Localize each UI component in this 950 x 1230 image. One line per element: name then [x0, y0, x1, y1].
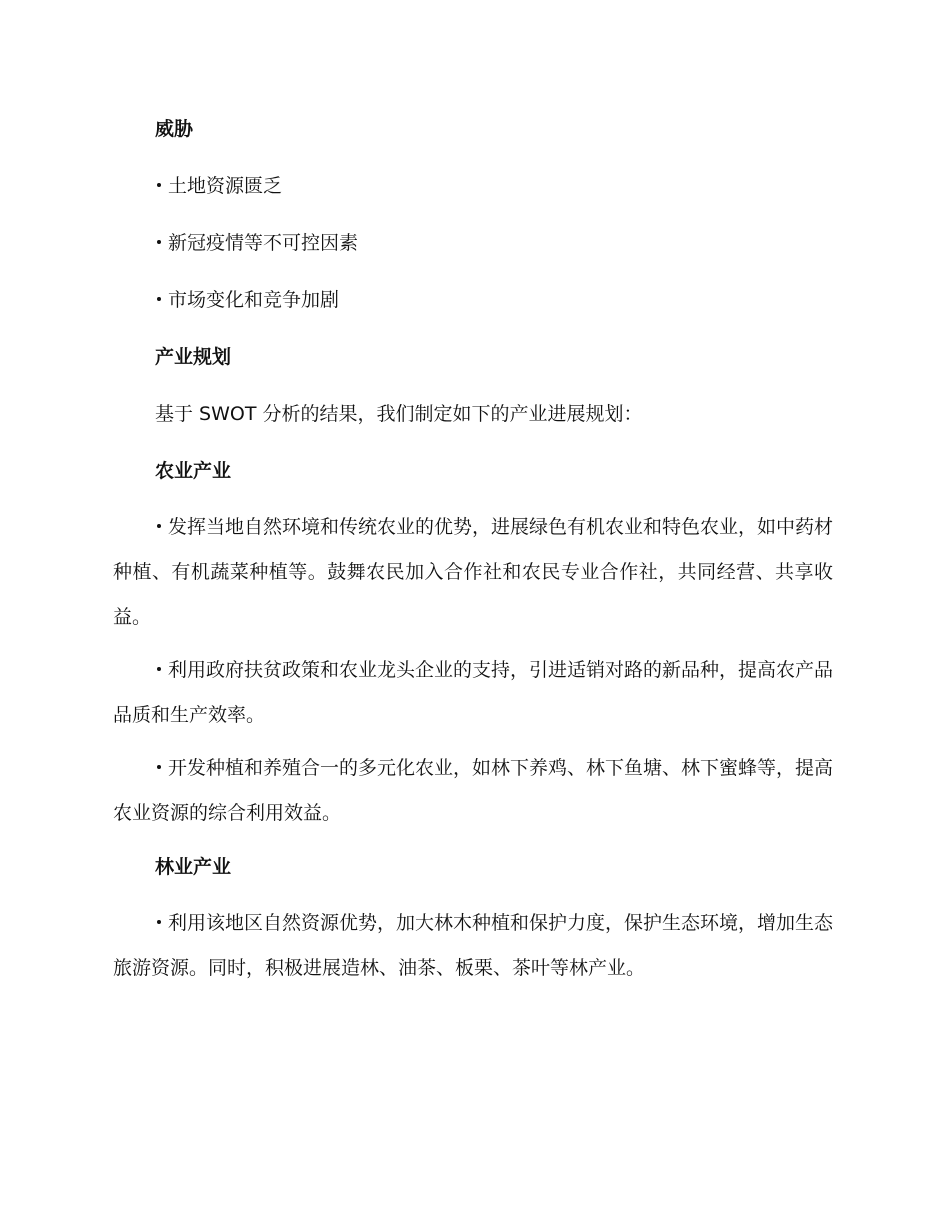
heading-agriculture: 农业产业 — [155, 460, 232, 482]
heading-threats: 威胁 — [155, 118, 194, 140]
forestry-item — [113, 901, 833, 991]
threat-item — [113, 169, 833, 203]
agriculture-item-text: 开发种植和养殖合一的多元化农业，如林下养鸡、林下鱼塘、林下蜜蜂等，提高农业资源的综合利用效益。 — [113, 757, 834, 824]
document-body — [113, 112, 833, 1005]
agriculture-item-text: 利用政府扶贫政策和农业龙头企业的支持，引进适销对路的新品种，提高农产品品质和生产效率。 — [113, 659, 834, 726]
agriculture-item — [113, 746, 833, 836]
heading-forestry: 林业产业 — [155, 856, 232, 878]
bullet-dot-icon — [157, 920, 161, 924]
agriculture-item — [113, 505, 833, 640]
threat-item-text: 新冠疫情等不可控因素 — [168, 232, 359, 254]
industry-plan-intro: 基于 SWOT 分析的结果，我们制定如下的产业进展规划： — [155, 403, 643, 425]
threat-item-text: 市场变化和竞争加剧 — [168, 289, 340, 311]
agriculture-item-text: 发挥当地自然环境和传统农业的优势，进展绿色有机农业和特色农业，如中药材种植、有机蔬菜种植等。鼓舞农民加入合作社和农民专业合作社，共同经营、共享收益。 — [113, 516, 834, 628]
bullet-dot-icon — [157, 667, 161, 671]
threat-item — [113, 283, 833, 317]
agriculture-item — [113, 648, 833, 738]
bullet-dot-icon — [157, 765, 161, 769]
forestry-item-text: 利用该地区自然资源优势，加大林木种植和保护力度，保护生态环境，增加生态旅游资源。同时，积极进展造林、油茶、板栗、茶叶等林产业。 — [113, 912, 834, 979]
bullet-dot-icon — [157, 240, 161, 244]
bullet-dot-icon — [157, 183, 161, 187]
threat-item-text: 土地资源匮乏 — [168, 175, 283, 197]
threat-item — [113, 226, 833, 260]
bullet-dot-icon — [157, 524, 161, 528]
bullet-dot-icon — [157, 297, 161, 301]
heading-industry-plan: 产业规划 — [155, 346, 232, 368]
